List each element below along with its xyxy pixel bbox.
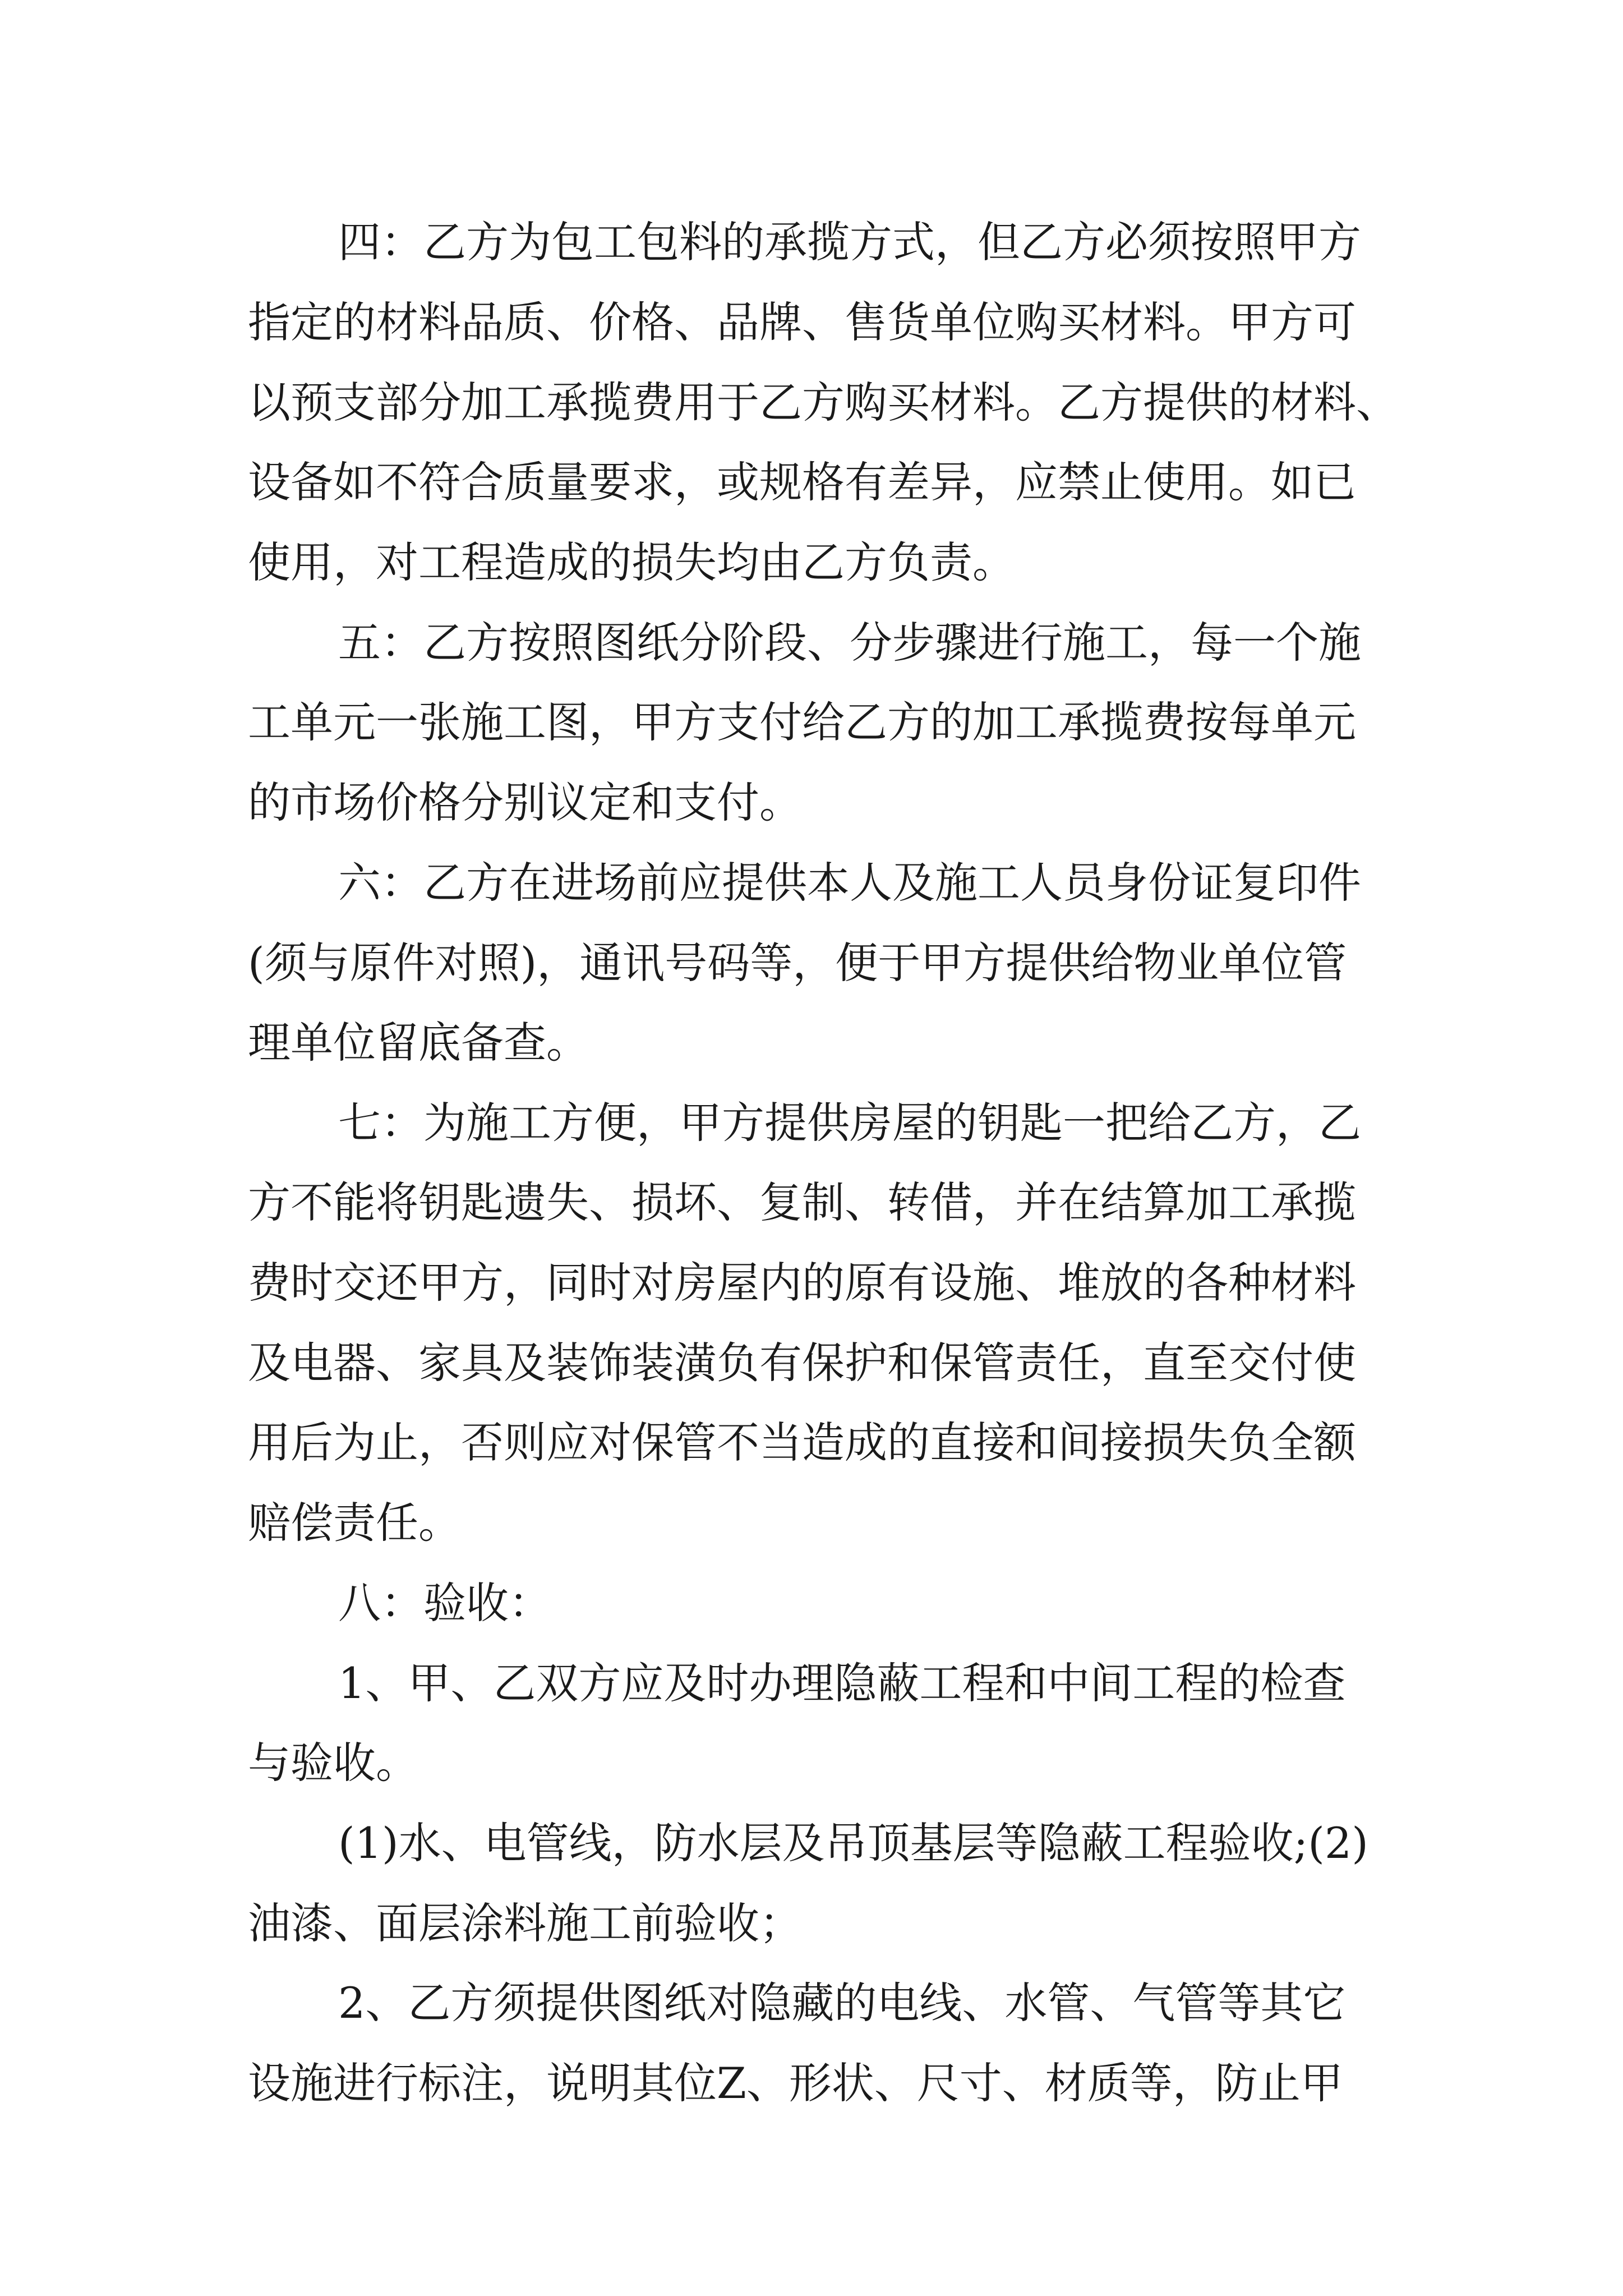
paragraph-4-line-2 <box>0 289 1623 356</box>
paragraph-7-line-3 <box>0 1249 1623 1317</box>
line-text: 四：乙方为包工包料的承揽方式，但乙方必须按照甲方 <box>338 217 1361 267</box>
paragraph-5-line-2 <box>0 689 1623 756</box>
section-8-heading <box>0 1570 1623 1637</box>
line-text: (1)水、电管线，防水层及吊顶基层等隐蔽工程验收;(2) <box>338 1818 1368 1868</box>
line-text: 理单位留底备查。 <box>248 1018 589 1068</box>
paragraph-7-line-4 <box>0 1329 1623 1397</box>
subitem-line-1 <box>0 1810 1623 1877</box>
line-text: 赔偿责任。 <box>248 1498 461 1548</box>
paragraph-7-line-6 <box>0 1489 1623 1557</box>
paragraph-6-line-1 <box>0 849 1623 917</box>
line-text: 1、甲、乙双方应及时办理隐蔽工程和中间工程的检查 <box>338 1658 1346 1708</box>
line-text: 的市场价格分别议定和支付。 <box>248 777 802 827</box>
line-text: 工单元一张施工图，甲方支付给乙方的加工承揽费按每单元 <box>248 697 1356 747</box>
line-text: 使用，对工程造成的损失均由乙方负责。 <box>248 537 1015 587</box>
line-text: (须与原件对照)，通讯号码等，便于甲方提供给物业单位管 <box>248 938 1347 988</box>
item-1-line-1 <box>0 1650 1623 1717</box>
line-text: 及电器、家具及装饰装潢负有保护和保管责任，直至交付使 <box>248 1338 1356 1388</box>
line-text: 六：乙方在进场前应提供本人及施工人员身份证复印件 <box>338 858 1361 908</box>
line-text: 油漆、面层涂料施工前验收； <box>248 1898 802 1948</box>
line-text: 指定的材料品质、价格、品牌、售货单位购买材料。甲方可 <box>248 297 1356 347</box>
line-text: 五：乙方按照图纸分阶段、分步骤进行施工，每一个施 <box>338 618 1361 668</box>
item-1-line-2 <box>0 1729 1623 1797</box>
paragraph-5-line-3 <box>0 769 1623 836</box>
paragraph-4-line-4 <box>0 449 1623 516</box>
paragraph-7-line-5 <box>0 1409 1623 1476</box>
paragraph-7-line-2 <box>0 1169 1623 1236</box>
line-text: 八：验收： <box>338 1578 551 1628</box>
paragraph-5-line-1 <box>0 609 1623 677</box>
paragraph-7-line-1 <box>0 1089 1623 1157</box>
line-text: 设施进行标注，说明其位Z、形状、尺寸、材质等，防止甲 <box>248 2058 1343 2108</box>
paragraph-4-line-5 <box>0 529 1623 596</box>
line-text: 七：为施工方便，甲方提供房屋的钥匙一把给乙方，乙 <box>338 1098 1361 1148</box>
paragraph-4-line-1 <box>0 209 1623 276</box>
line-text: 费时交还甲方，同时对房屋内的原有设施、堆放的各种材料 <box>248 1258 1356 1308</box>
line-text: 方不能将钥匙遗失、损坏、复制、转借，并在结算加工承揽 <box>248 1177 1356 1227</box>
paragraph-6-line-2 <box>0 930 1623 997</box>
line-text: 与验收。 <box>248 1738 418 1788</box>
paragraph-6-line-3 <box>0 1009 1623 1076</box>
item-2-line-2 <box>0 2050 1623 2117</box>
paragraph-4-line-3 <box>0 369 1623 436</box>
line-text: 用后为止，否则应对保管不当造成的直接和间接损失负全额 <box>248 1418 1356 1467</box>
item-2-line-1 <box>0 1970 1623 2037</box>
subitem-line-2 <box>0 1890 1623 1957</box>
line-text: 设备如不符合质量要求，或规格有差异，应禁止使用。如已 <box>248 457 1356 507</box>
line-text: 2、乙方须提供图纸对隐藏的电线、水管、气管等其它 <box>338 1978 1346 2028</box>
line-text: 以预支部分加工承揽费用于乙方购买材料。乙方提供的材料、 <box>248 378 1399 427</box>
